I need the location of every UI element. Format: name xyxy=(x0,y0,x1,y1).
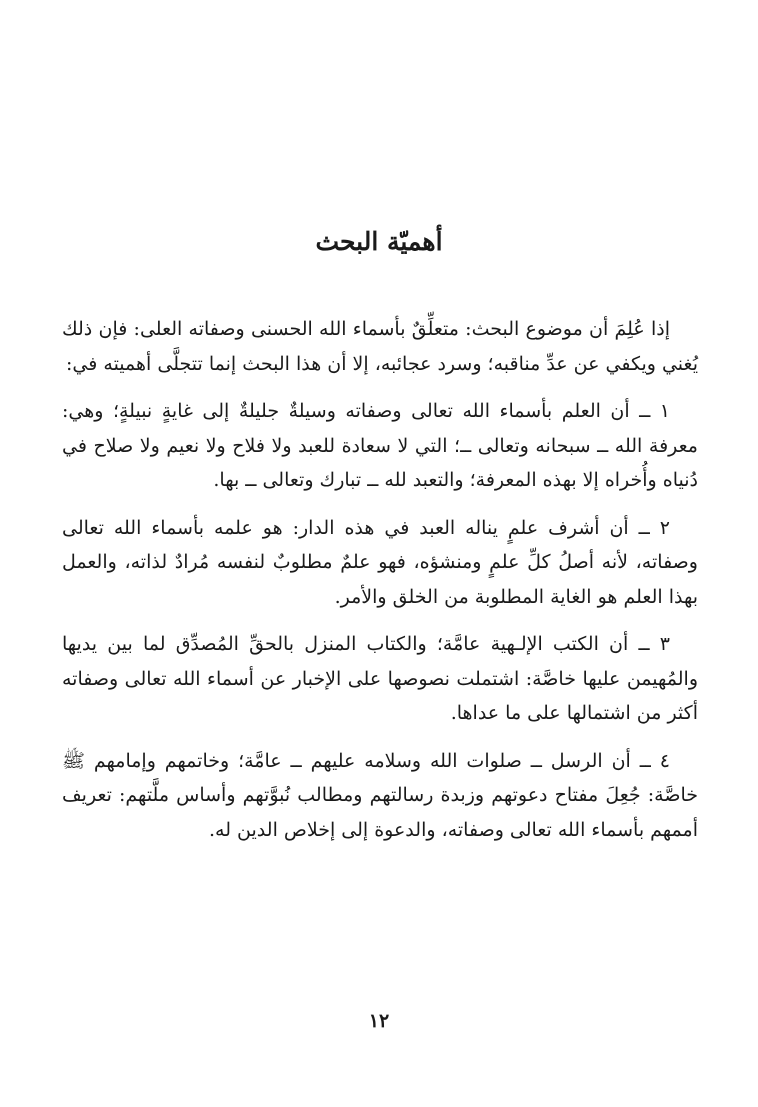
section-title: أهميّة البحث xyxy=(315,227,443,256)
point-2-paragraph: ٢ ــ أن أشرف علمٍ يناله العبد في هذه الدار: هو علمه بأسماء الله تعالى وصفاته، لأنه أصلُ كلِّ علمٍ ومنشؤه، فهو علمٌ مطلوبٌ لنفسه مُرادٌ لذاته، والعمل بهذا العلم هو الغاية المطلوبة من الخلق والأمر. xyxy=(62,516,698,608)
section-body xyxy=(62,312,698,847)
point-4-paragraph: ٤ ــ أن الرسل ــ صلوات الله وسلامه عليهم ــ عامَّة؛ وخاتمهم وإمامهم ﷺ خاصَّة: جُعِلَ مفتاح دعوتهم وزبدة رسالتهم ومطالب نُبوَّتهم وأساس ملَّتهم: تعريف أممهم بأسماء الله تعالى وصفاته، والدعوة إلى إخلاص الدين له. xyxy=(62,749,698,841)
point-1-paragraph: ١ ــ أن العلم بأسماء الله تعالى وصفاته وسيلةٌ جليلةٌ إلى غايةٍ نبيلةٍ؛ وهي: معرفة الله ــ سبحانه وتعالى ــ؛ التي لا سعادة للعبد ولا فلاح ولا نعيم ولا صلاح في دُنياه وأُخراه إلا بهذه المعرفة؛ والتعبد لله ــ تبارك وتعالى ــ بها. xyxy=(62,400,698,491)
page-number: ١٢ xyxy=(368,1010,390,1032)
intro-paragraph: إذا عُلِمَ أن موضوع البحث: متعلِّقٌ بأسماء الله الحسنى وصفاته العلى: فإن ذلك يُغني ويكفي عن عدِّ مناقبه؛ وسرد عجائبه، إلا أن هذا البحث إنما تتجلَّى أهميته في: xyxy=(62,318,698,375)
point-3-paragraph: ٣ ــ أن الكتب الإلـهية عامَّة؛ والكتاب المنزل بالحقِّ المُصدِّق لما بين يديها والمُهيمن عليها خاصَّة: اشتملت نصوصها على الإخبار عن أسماء الله تعالى وصفاته أكثر من اشتمالها على ما عداها. xyxy=(62,633,698,724)
